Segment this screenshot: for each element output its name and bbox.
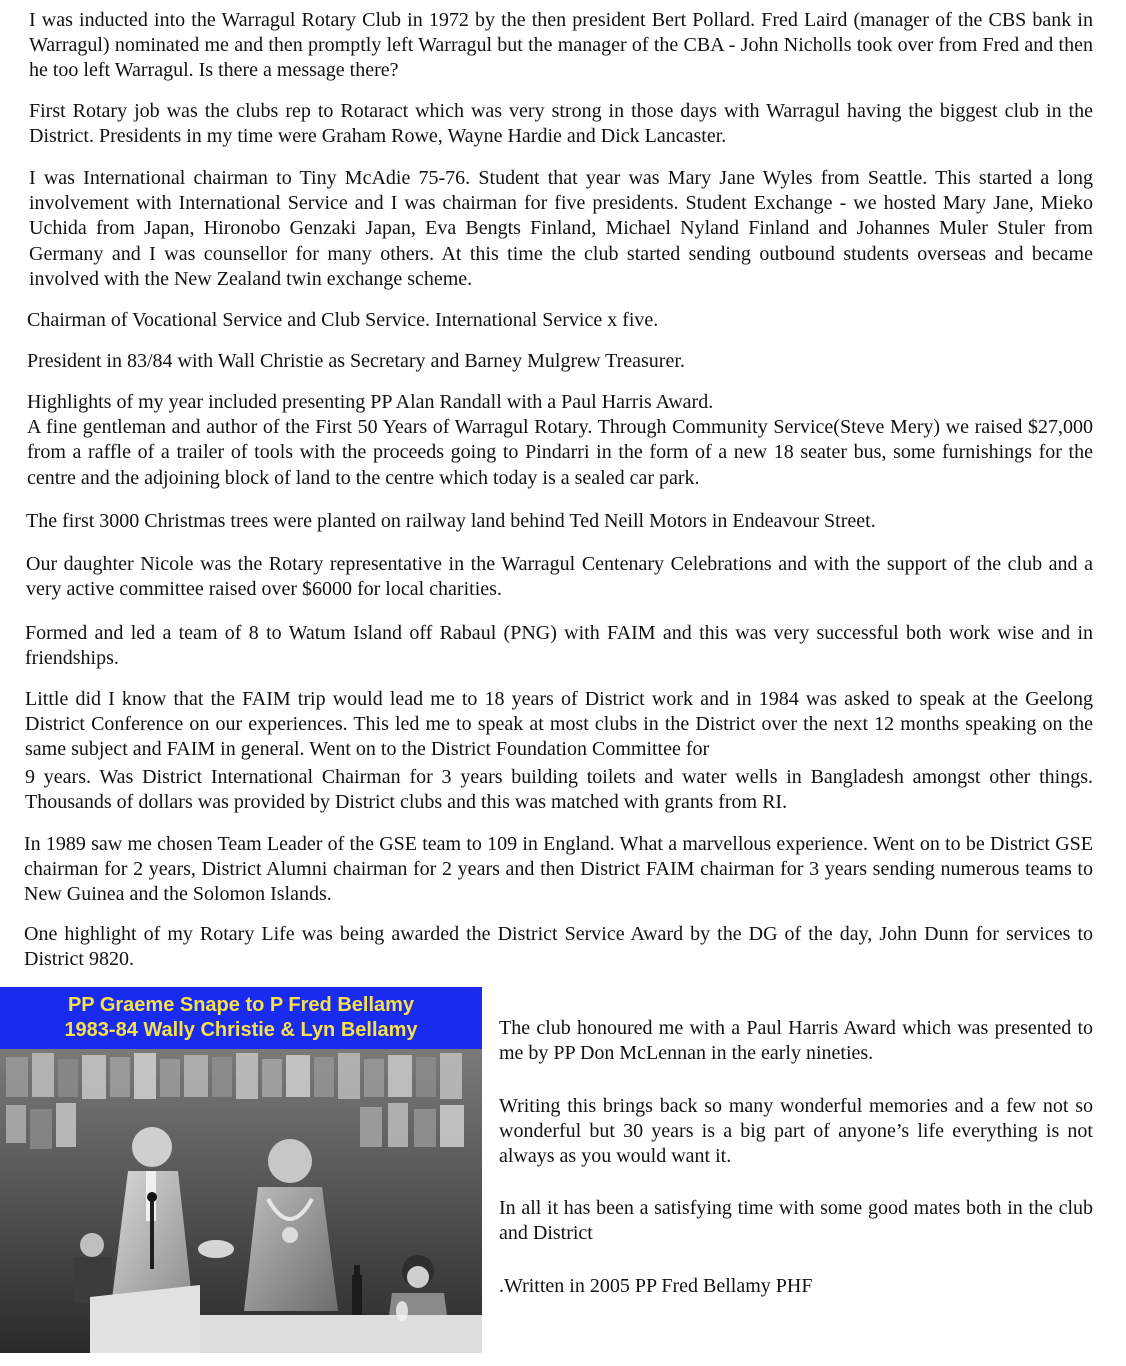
- paragraph-gse: In 1989 saw me chosen Team Leader of the GSE team to 109 in England. What a marvellous experience. Went on to be District GSE chairman for 2 years, District Alumni chairman for 2 years and then District FAIM chairman for 3 years sending numerous teams to New Guinea and the Solomon Islands.: [24, 833, 1093, 906]
- photo-caption-line-2: 1983-84 Wally Christie & Lyn Bellamy: [64, 1019, 418, 1041]
- paragraph-satisfying: In all it has been a satisfying time with some good mates both in the club and District: [499, 1197, 1093, 1245]
- club-photo: [0, 1049, 482, 1353]
- district-work-part-1: Little did I know that the FAIM trip would lead me to 18 years of District work and in 1984 was asked to speak at the Geelong District Conference on our experiences. This led me to speak at most clubs in the District over the next 12 months speaking on the same subject and FAIM in general. Went on to the District Foundation Committee for: [25, 688, 1093, 761]
- paragraph-watum-island: Formed and led a team of 8 to Watum Island off Rabaul (PNG) with FAIM and this was very successful both work wise and in friendships.: [25, 622, 1093, 670]
- photo-block: [0, 987, 482, 1353]
- paragraph-rotaract: First Rotary job was the clubs rep to Rotaract which was very strong in those days with Warragul having the biggest club in the District. Presidents in my time were Graham Rowe, Wayne Hardie and Dick Lancaster.: [29, 100, 1093, 148]
- club-photo-illustration: [0, 1049, 482, 1353]
- highlights-line-1: Highlights of my year included presenting PP Alan Randall with a Paul Harris Award.: [27, 391, 714, 413]
- paragraph-memories: Writing this brings back so many wonderful memories and a few not so wonderful but 30 years is a big part of anyone’s life everything is not always as you would want it.: [499, 1095, 1093, 1168]
- paragraph-paul-harris: The club honoured me with a Paul Harris Award which was presented to me by PP Don McLennan in the early nineties.: [499, 1017, 1093, 1065]
- paragraph-president: President in 83/84 with Wall Christie as Secretary and Barney Mulgrew Treasurer.: [27, 350, 685, 372]
- paragraph-service-award: One highlight of my Rotary Life was being awarded the District Service Award by the DG of the day, John Dunn for services to District 9820.: [24, 923, 1093, 971]
- photo-caption-line-1: PP Graeme Snape to P Fred Bellamy: [67, 994, 415, 1016]
- paragraph-induction: I was inducted into the Warragul Rotary Club in 1972 by the then president Bert Pollard. Fred Laird (manager of the CBS bank in Warragul) nominated me and then promptly left Warragul but the manager of the CBA - John Nicholls took over from Fred and then he too left Warragul. Is there a message there?: [29, 9, 1093, 82]
- signature-line: .Written in 2005 PP Fred Bellamy PHF: [499, 1275, 813, 1297]
- photo-caption: [0, 987, 482, 1049]
- paragraph-vocational: Chairman of Vocational Service and Club Service. International Service x five.: [27, 309, 659, 331]
- paragraph-district-work: [25, 687, 1093, 815]
- district-work-part-2: 9 years. Was District International Chairman for 3 years building toilets and water wells in Bangladesh amongst other things. Thousands of dollars was provided by District clubs and this was matched with grants from RI.: [25, 765, 1093, 813]
- paragraph-highlights: [27, 390, 1093, 491]
- paragraph-christmas-trees: The first 3000 Christmas trees were planted on railway land behind Ted Neill Motors in Endeavour Street.: [26, 510, 876, 532]
- paragraph-centenary: Our daughter Nicole was the Rotary representative in the Warragul Centenary Celebrations and with the support of the club and a very active committee raised over $6000 for local charities.: [26, 553, 1093, 601]
- highlights-line-2: A fine gentleman and author of the First 50 Years of Warragul Rotary. Through Community Service(Steve Mery) we raised $27,000 from a raffle of a trailer of tools with the proceeds going to Pindarri in the form of a new 18 seater bus, some furnishings for the centre and the adjoining block of land to the centre which today is a sealed car park.: [27, 416, 1093, 489]
- paragraph-international: I was International chairman to Tiny McAdie 75-76. Student that year was Mary Jane Wyles from Seattle. This started a long involvement with International Service and I was chairman for five presidents. Student Exchange - we hosted Mary Jane, Mieko Uchida from Japan, Hironobo Genzaki Japan, Eva Bengts Finland, Michael Nyland Finland and Johannes Muler Stuler from Germany and I was counsellor for many others. At this time the club started sending outbound students overseas and became involved with the New Zealand twin exchange scheme.: [29, 167, 1093, 290]
